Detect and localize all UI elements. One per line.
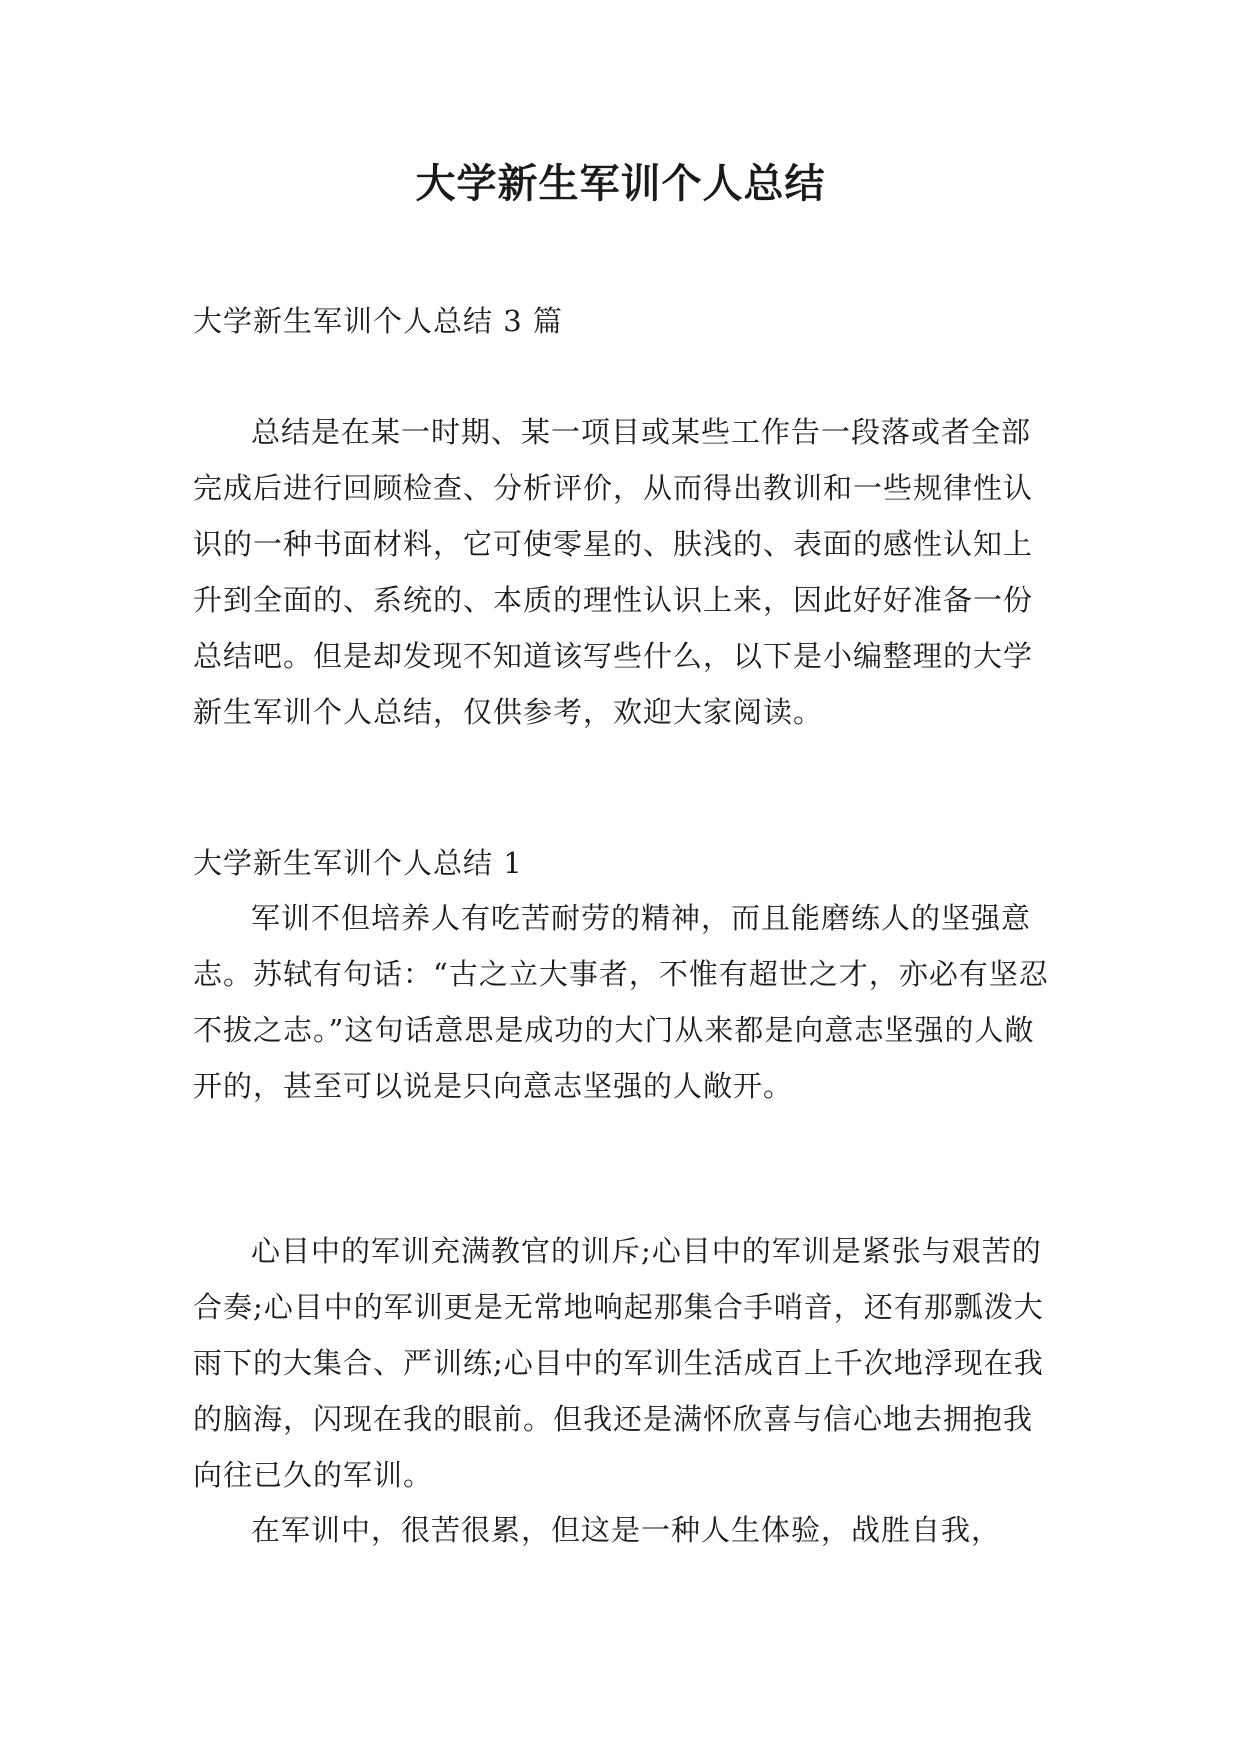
section-heading-1: 大学新生军训个人总结 1 <box>193 846 523 880</box>
body-paragraph: 在军训中，很苦很累，但这是一种人生体验，战胜自我， <box>251 1513 1002 1547</box>
intro-paragraph: 总结是在某一时期、某一项目或某些工作告一段落或者全部完成后进行回顾检查、分析评价，从而得出教训和一些规律性认识的一种书面材料，它可使零星的、肤浅的、表面的感性认知上升到全面的、系统的、本质的理性认识上来，因此好好准备一份总结吧。但是却发现不知道该写些什么，以下是小编整理的大学新生军训个人总结，仅供参考，欢迎大家阅读。 <box>193 415 1034 729</box>
body-paragraph: 心目中的军训充满教官的训斥;心目中的军训是紧张与艰苦的合奏;心目中的军训更是无常地响起那集合手哨音，还有那瓢泼大雨下的大集合、严训练;心目中的军训生活成百上千次地浮现在我的脑海，闪现在我的眼前。但我还是满怀欣喜与信心地去拥抱我向往已久的军训。 <box>193 1234 1044 1492</box>
document-title: 大学新生军训个人总结 <box>415 160 826 207</box>
document-subtitle: 大学新生军训个人总结 3 篇 <box>193 304 563 338</box>
body-paragraph: 军训不但培养人有吃苦耐劳的精神，而且能磨练人的坚强意志。苏轼有句话：“古之立大事者，不惟有超世之才，亦必有坚忍不拔之志。”这句话意思是成功的大门从来都是向意志坚强的人敞开的，甚至可以说是只向意志坚强的人敞开。 <box>193 901 1049 1103</box>
